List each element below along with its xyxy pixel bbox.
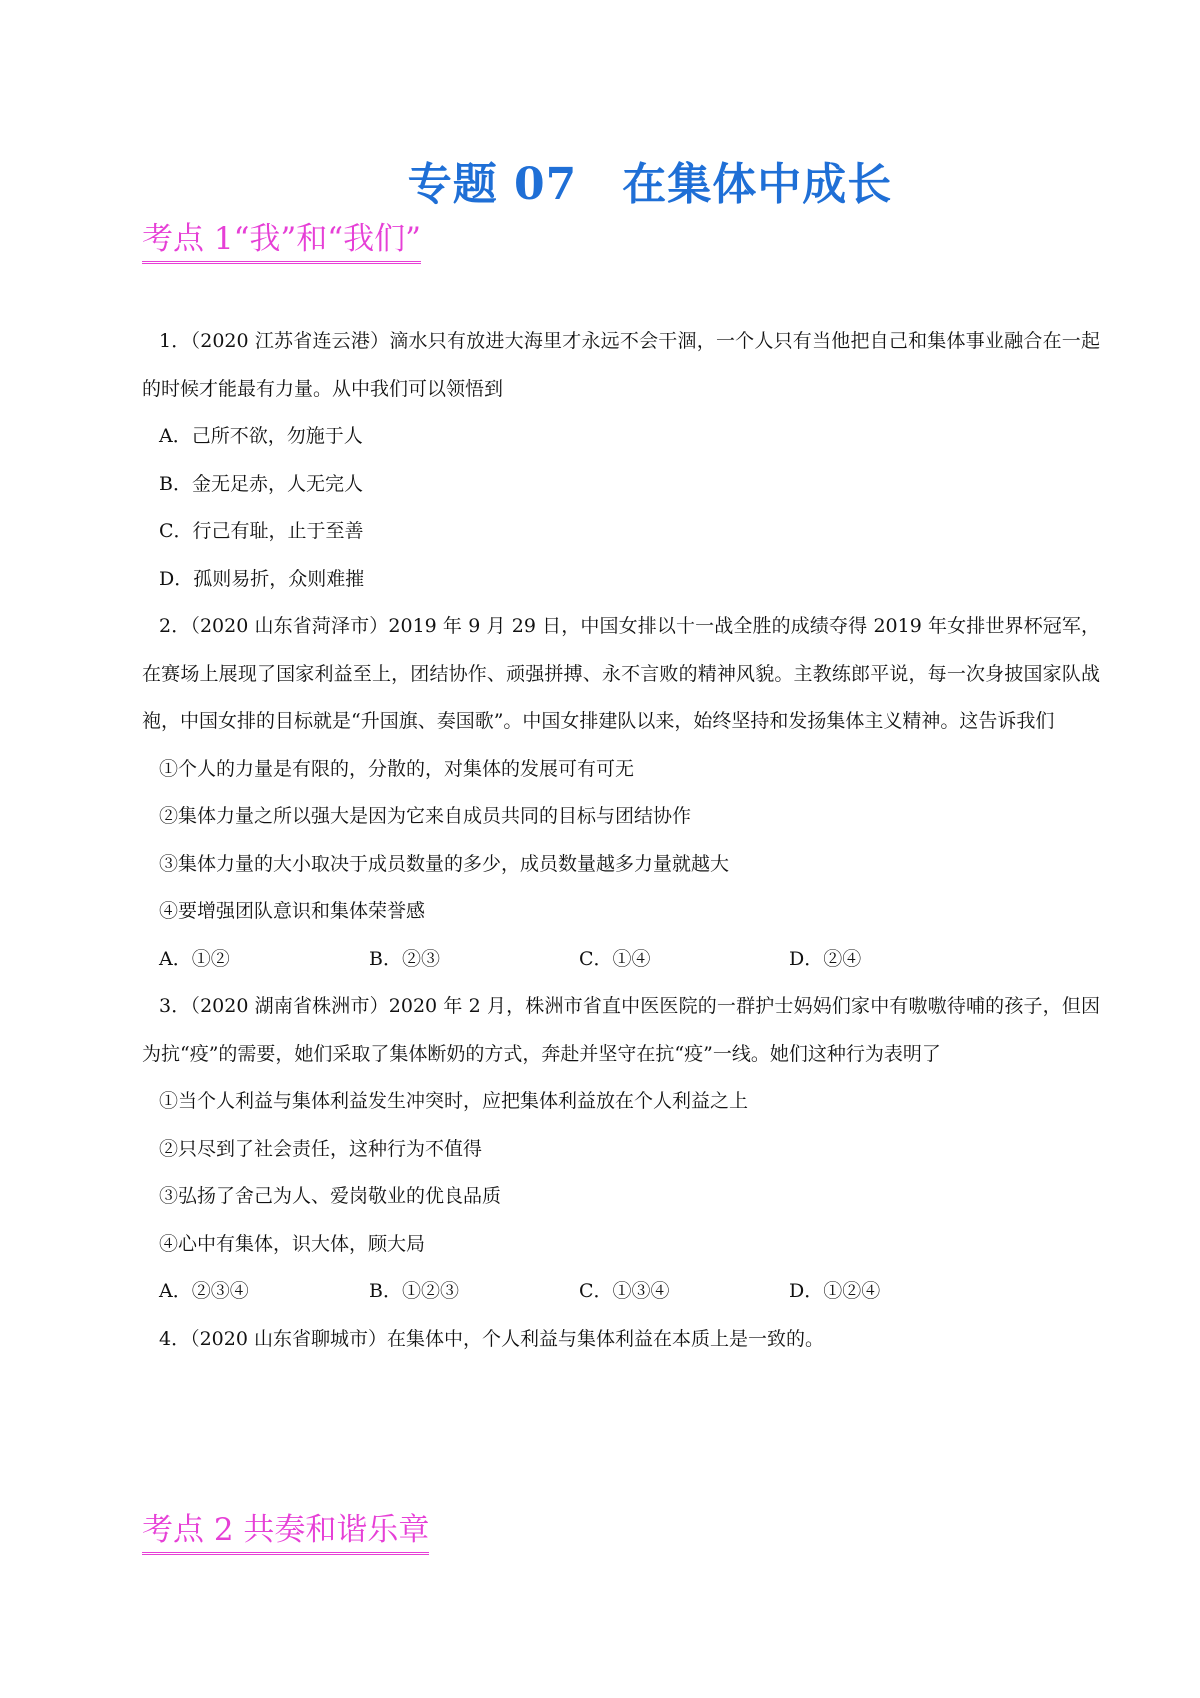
- question-1-option-b: B．金无足赤，人无完人: [159, 472, 363, 495]
- question-2-option-c: C．①④: [579, 947, 651, 970]
- question-3-options: [142, 1268, 1100, 1316]
- question-2-statement-1: ①个人的力量是有限的，分散的，对集体的发展可有可无: [159, 757, 635, 780]
- question-3-statement-1: ①当个人利益与集体利益发生冲突时，应把集体利益放在个人利益之上: [159, 1090, 749, 1112]
- question-list: [142, 318, 1100, 1363]
- question-3-statement-2: ②只尽到了社会责任，这种行为不值得: [159, 1137, 483, 1160]
- question-1: [142, 318, 1100, 603]
- question-2-text: 2．（2020 山东省菏泽市）2019 年 9 月 29 日，中国女排以十一战全胜的成绩夺得 2019 年女排世界杯冠军，在赛场上展现了国家利益至上，团结协作、顽强拼搏、永不言败的精神风貌。主教练郎平说，每一次身披国家队战袍，中国女排的目标就是“升国旗、奏国歌”。中国女排建队以来，始终坚持和发扬集体主义精神。这告诉我们: [142, 615, 1100, 732]
- question-2-option-d: D．②④: [789, 947, 862, 970]
- question-2-statement-2: ②集体力量之所以强大是因为它来自成员共同的目标与团结协作: [159, 805, 692, 827]
- question-2-statement-3: ③集体力量的大小取决于成员数量的多少，成员数量越多力量就越大: [159, 852, 730, 875]
- question-2-option-b: B．②③: [369, 947, 440, 970]
- section-heading-2: 考点 2 共奏和谐乐章: [142, 1510, 429, 1555]
- question-2-option-a: A．①②: [159, 947, 230, 970]
- question-1-option-d: D．孤则易折，众则难摧: [159, 567, 365, 590]
- question-3-text: 3．（2020 湖南省株洲市）2020 年 2 月，株洲市省直中医医院的一群护士妈妈们家中有嗷嗷待哺的孩子，但因为抗“疫”的需要，她们采取了集体断奶的方式，奔赴并坚守在抗“疫”一线。她们这种行为表明了: [142, 995, 1100, 1065]
- question-2-statement-4: ④要增强团队意识和集体荣誉感: [159, 900, 426, 922]
- question-2-options: [142, 936, 1100, 984]
- question-2: [142, 603, 1100, 983]
- question-4-text: 4．（2020 山东省聊城市）在集体中，个人利益与集体利益在本质上是一致的。: [159, 1327, 824, 1350]
- page-title: 专题 07 在集体中成长: [407, 159, 893, 210]
- question-3: [142, 983, 1100, 1316]
- question-3-statement-4: ④心中有集体，识大体，顾大局: [159, 1232, 426, 1255]
- question-3-option-c: C．①③④: [579, 1280, 670, 1302]
- question-1-text: 1．（2020 江苏省连云港）滴水只有放进大海里才永远不会干涸，一个人只有当他把自己和集体事业融合在一起的时候才能最有力量。从中我们可以领悟到: [142, 330, 1100, 400]
- question-3-option-d: D．①②④: [789, 1280, 881, 1302]
- question-4: [142, 1316, 1100, 1364]
- question-3-option-b: B．①②③: [369, 1280, 459, 1302]
- question-1-option-c: C．行己有耻，止于至善: [159, 520, 364, 542]
- section-heading-1: 考点 1“我”和“我们”: [142, 219, 421, 264]
- question-3-option-a: A．②③④: [159, 1280, 249, 1302]
- question-3-statement-3: ③弘扬了舍己为人、爱岗敬业的优良品质: [159, 1185, 502, 1207]
- question-1-option-a: A．己所不欲，勿施于人: [159, 425, 363, 447]
